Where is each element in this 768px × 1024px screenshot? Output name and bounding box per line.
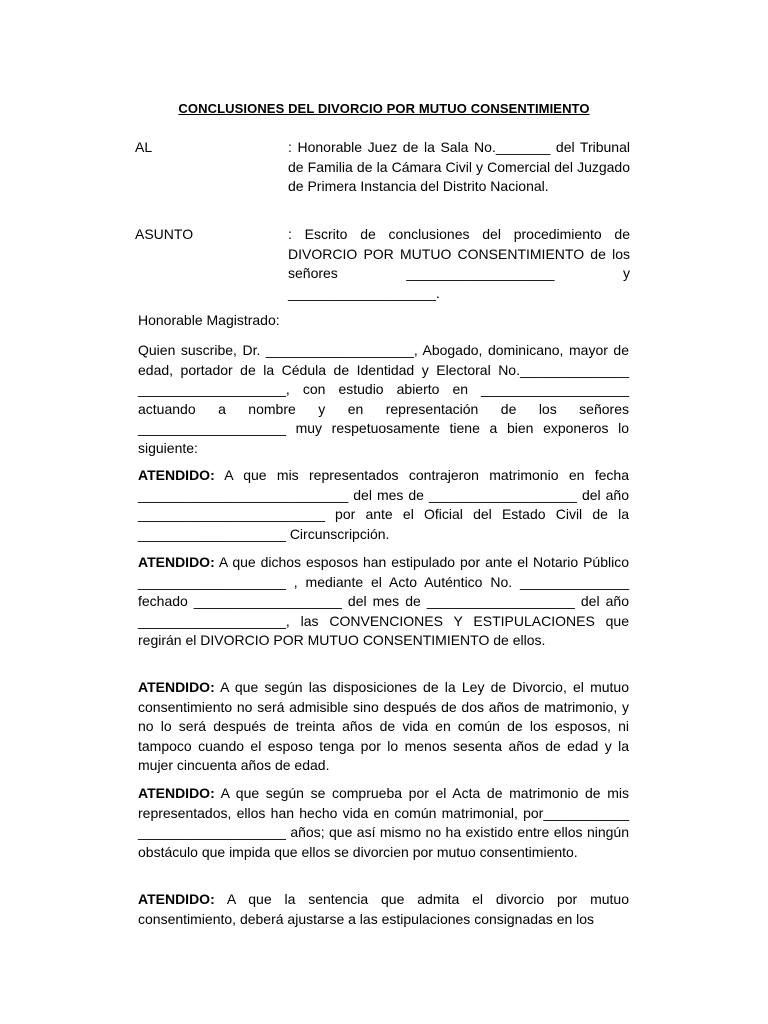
document-title: CONCLUSIONES DEL DIVORCIO POR MUTUO CONSENTIMIENTO [178, 101, 590, 116]
atendido-text: A que según las disposiciones de la Ley de Divorcio, el mutuo consentimiento no será admisible sino después de dos años de matrimonio, y no lo será después de treinta años de vida en común de los esposos, ni tampoco cuando el esposo tenga por lo menos sesenta años de edad y la mujer cincuenta años de edad. [138, 679, 629, 773]
atendido-label: ATENDIDO: [138, 679, 215, 695]
asunto-text: : Escrito de conclusiones del procedimiento de DIVORCIO POR MUTUO CONSENTIMIENTO de los señores ___________________ y [288, 226, 630, 281]
atendido-paragraph-5 [138, 890, 629, 929]
asunto-label: ASUNTO [135, 226, 194, 242]
atendido-paragraph-1 [138, 466, 629, 544]
atendido-label: ATENDIDO: [138, 785, 215, 801]
atendido-label: ATENDIDO: [138, 467, 215, 483]
atendido-text: A que mis representados contrajeron matrimonio en fecha ___________________________ del mes de ___________________ del año ________________________ por ante el Oficial del Estado Civil de la ___________________ Circunscripción. [138, 467, 629, 542]
atendido-text: A que la sentencia que admita el divorcio por mutuo consentimiento, deberá ajustarse a las estipulaciones consignadas en los [138, 891, 629, 927]
atendido-label: ATENDIDO: [138, 554, 215, 570]
atendido-text: A que según se comprueba por el Acta de matrimonio de mis representados, ellos han hecho vida en común matrimonial, por___________ ___________________ años; que así mismo no ha existido entre ellos ningún obstáculo que impida que ellos se divorcien por mutuo consentimiento. [138, 785, 629, 860]
atendido-label: ATENDIDO: [138, 891, 215, 907]
intro-paragraph: Quien suscribe, Dr. ___________________, Abogado, dominicano, mayor de edad, portador de la Cédula de Identidad y Electoral No.______________ ___________________, con estudio abierto en ___________________ actuando a nombre y en representación de los señores ___________________ muy respetuosamente tiene a bien exponeros lo siguiente: [138, 342, 629, 456]
atendido-text: A que dichos esposos han estipulado por ante el Notario Público ___________________ , mediante el Acto Auténtico No. ______________ fechado ___________________ del mes de ___________________ del año ___________________, las CONVENCIONES Y ESTIPULACIONES que regirán el DIVORCIO POR MUTUO CONSENTIMIENTO de ellos. [138, 554, 629, 648]
asunto-text-end: ___________________. [288, 285, 440, 301]
al-label: AL [135, 139, 153, 155]
atendido-paragraph-4 [138, 784, 629, 862]
al-text: : Honorable Juez de la Sala No._______ del Tribunal de Familia de la Cámara Civil y Comercial del Juzgado de Primera Instancia del Distrito Nacional. [288, 139, 630, 194]
atendido-paragraph-2 [138, 553, 629, 651]
greeting: Honorable Magistrado: [138, 312, 280, 328]
atendido-paragraph-3 [138, 678, 629, 776]
